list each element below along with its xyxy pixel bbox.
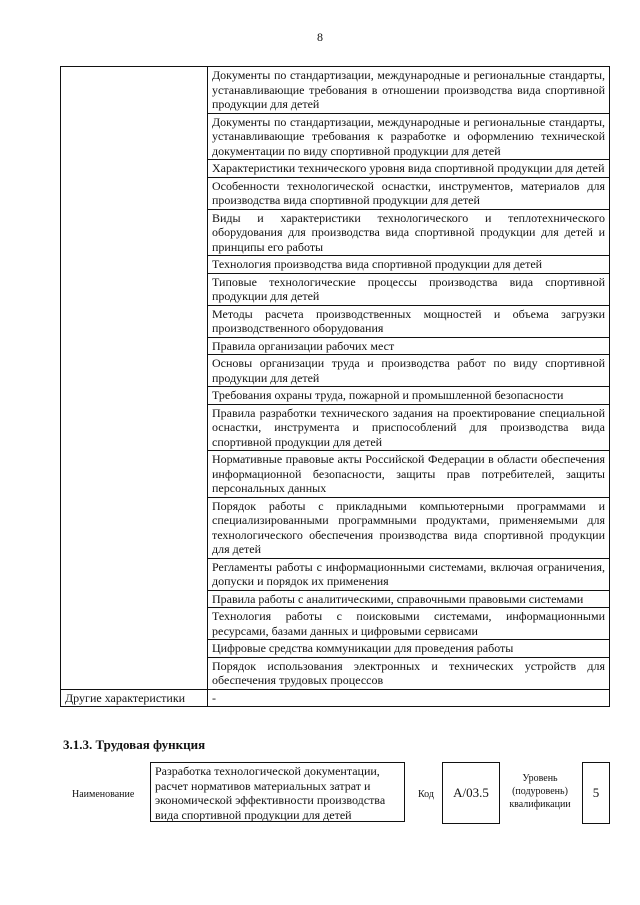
requirement-text: Порядок использования электронных и технических устройств для обеспечения трудовых процессов [208,657,610,689]
requirement-text: Порядок работы с прикладными компьютерными программами и специализированными программными продуктами, применяемыми для технологического обеспечения производства вида спортивной продукции для детей [208,497,610,558]
requirement-text: Регламенты работы с информационными системами, включая ограничения, допуски и порядок их применения [208,558,610,590]
page-number: 8 [317,30,323,44]
requirement-text: Типовые технологические процессы производства вида спортивной продукции для детей [208,273,610,305]
requirement-text: Характеристики технического уровня вида спортивной продукции для детей [208,160,610,178]
requirement-text: Правила работы с аналитическими, справочными правовыми системами [208,590,610,608]
other-characteristics-row [61,689,610,707]
requirement-text: Нормативные правовые акты Российской Федерации в области обеспечения информационной безопасности, защиты прав потребителей, защиты персональных данных [208,451,610,498]
function-code-value: А/03.5 [442,762,500,824]
section-title: 3.1.3. Трудовая функция [63,737,206,752]
knowledge-table-body [61,67,610,690]
code-label: Код [418,789,434,800]
requirement-text: Основы организации труда и производства работ по виду спортивной продукции для детей [208,355,610,387]
requirement-text: Документы по стандартизации, международные и региональные стандарты, устанавливающие требования к разработке и оформлению технической документации по виду спортивной продукции для детей [208,113,610,160]
qualification-level-value: 5 [582,762,610,824]
knowledge-table [60,66,610,707]
other-characteristics-label: Другие характеристики [61,689,208,707]
requirement-row [61,67,610,114]
qualification-level-label: Уровень (подуровень) квалификации [509,773,571,810]
requirement-text: Методы расчета производственных мощностей и объема загрузки производственного оборудования [208,305,610,337]
other-characteristics-value: - [208,689,610,707]
requirement-text: Цифровые средства коммуникации для проведения работы [208,640,610,658]
requirement-text: Документы по стандартизации, международные и региональные стандарты, устанавливающие требования в отношении производства вида спортивной продукции для детей [208,67,610,114]
requirement-text: Правила организации рабочих мест [208,337,610,355]
requirement-text: Особенности технологической оснастки, инструментов, материалов для производства вида спортивной продукции для детей [208,177,610,209]
labor-function-header [60,760,620,830]
requirement-text: Виды и характеристики технологического и теплотехнического оборудования для производства вида спортивной продукции для детей и принципы его работы [208,209,610,256]
requirement-text: Технология работы с поисковыми системами, информационными ресурсами, базами данных и цифровыми сервисами [208,608,610,640]
requirement-text: Требования охраны труда, пожарной и промышленной безопасности [208,387,610,405]
function-name-value: Разработка технологической документации, расчет нормативов материальных затрат и экономической эффективности производства вида спортивной продукции для детей [150,762,405,822]
requirement-text: Технология производства вида спортивной продукции для детей [208,256,610,274]
requirements-label-cell [61,67,208,690]
requirement-text: Правила разработки технического задания на проектирование специальной оснастки, инструмента и приспособлений для производства вида спортивной продукции для детей [208,404,610,451]
name-label: Наименование [72,789,135,800]
